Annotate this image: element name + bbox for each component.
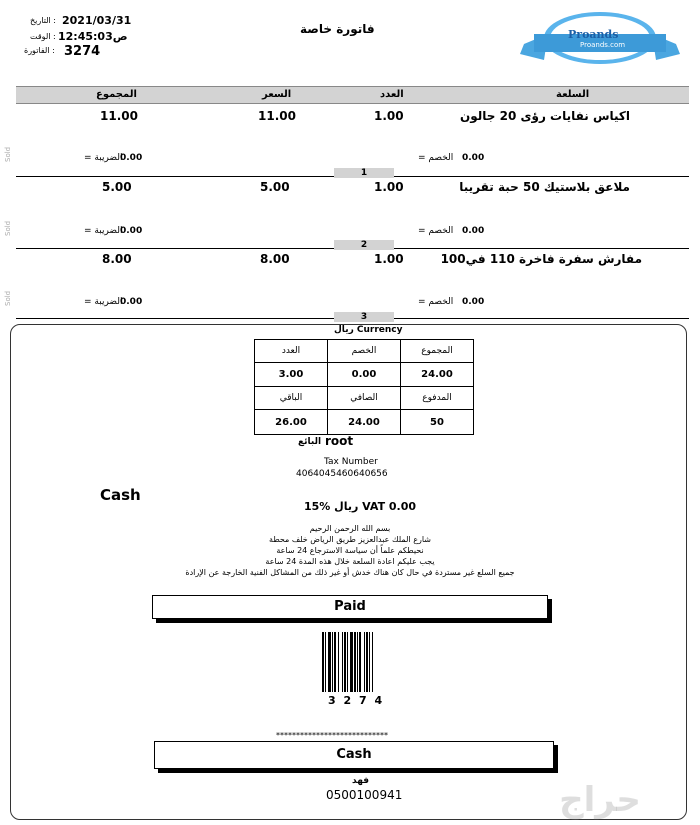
item-tax: 0.00 [120,297,143,307]
item-tax: 0.00 [120,153,143,163]
item-total: 8.00 [102,252,132,266]
summary-label: الخصم [328,340,401,363]
item-discount-label: = الخصم [418,297,454,307]
invoice-label: الفاتورة : [24,46,55,55]
item-qty: 1.00 [374,109,404,123]
barcode-bar [334,632,336,692]
summary-value: 0.00 [328,362,401,387]
barcode-digits: 3 2 7 4 [328,694,385,707]
date-label: التاريخ : [30,16,57,25]
summary-label: الباقي [255,387,328,410]
item-discount-label: = الخصم [418,226,454,236]
time-label: الوقت : [30,32,56,41]
summary-value: 50 [401,410,474,435]
stars-line: **************************** [276,731,388,740]
contact-name: فهد [352,776,370,786]
item-price: 11.00 [258,109,296,123]
barcode-bar [354,632,356,692]
barcode-bar [372,632,373,692]
barcode-bar [325,632,326,692]
item-tax: 0.00 [120,226,143,236]
summary-value: 24.00 [328,410,401,435]
note-line: بسم الله الرحمن الرحيم [309,524,391,533]
summary-label: المجموع [401,340,474,363]
tax-number: 4064045460640656 [296,469,388,479]
summary-table [254,339,474,435]
date-value: 2021/03/31 [62,14,132,27]
barcode-bar [364,632,365,692]
note-line: شارع الملك عبدالعزيز طريق الرياض خلف محطة [269,535,431,544]
payment-method: Cash [100,486,141,504]
item-tax-label: = الضريبة [84,226,123,236]
barcode-bar [344,632,346,692]
item-name: مفارش سفرة فاخرة 110 في100 [440,252,642,266]
summary-value: 3.00 [255,362,328,387]
item-tax-label: = الضريبة [84,297,123,307]
time-value: 12:45:03ص [58,30,128,43]
note-line: جميع السلع غير مستردة في حال كان هناك خدش أو غير ذلك من المشاكل الفنية الخارجة عن الإرادة [185,568,515,577]
barcode-bar [350,632,353,692]
barcode-bar [322,632,324,692]
item-tax-label: = الضريبة [84,153,123,163]
paid-label: Paid [334,599,366,614]
invoice-number: 3274 [64,44,101,59]
document-title: فاتورة خاصة [300,22,375,36]
barcode-bar [357,632,358,692]
summary-value: 24.00 [401,362,474,387]
col-header-price: السعر [262,89,292,100]
paid-banner [152,595,548,619]
summary-label: العدد [255,340,328,363]
barcode-bar [338,632,339,692]
item-discount: 0.00 [462,153,485,163]
logo-text: Proands [568,28,619,41]
item-index: 1 [334,168,394,178]
col-header-item: السلعة [556,89,590,100]
barcode-bar [359,632,361,692]
item-qty: 1.00 [374,180,404,194]
item-total: 5.00 [102,180,132,194]
cash-banner [154,741,554,769]
currency-label: ريال Currency [334,325,403,335]
item-total: 11.00 [100,109,138,123]
tax-number-label: Tax Number [324,457,378,467]
barcode-bar [332,632,333,692]
barcode-bar [366,632,368,692]
barcode-bar [369,632,370,692]
policy-notes [150,523,550,578]
col-header-total: المجموع [96,89,137,100]
vat-line: 15% ريال VAT 0.00 [304,500,417,513]
seller-label: البائع [298,437,322,447]
summary-value: 26.00 [255,410,328,435]
table-header [16,86,689,104]
cash-label: Cash [336,747,372,762]
item-index: 2 [334,240,394,250]
item-price: 8.00 [260,252,290,266]
logo-subtext: Proands.com [580,41,626,49]
barcode [320,632,410,694]
barcode-bar [328,632,331,692]
note-line: نحيطكم علماً أن سياسة الاسترجاع 24 ساعة [276,546,424,555]
item-discount: 0.00 [462,297,485,307]
item-price: 5.00 [260,180,290,194]
item-side-label: Sold [4,290,12,306]
item-side-label: Sold [4,220,12,236]
watermark: حراج [559,780,641,820]
item-name: اكياس نفايات رؤى 20 جالون [460,109,630,123]
note-line: يجب عليكم اعادة السلعة خلال هذه المدة 24 ساعة [265,557,435,566]
summary-label: الصافي [328,387,401,410]
col-header-qty: العدد [380,89,404,100]
seller-name: root [325,434,354,448]
item-discount: 0.00 [462,226,485,236]
contact-phone: 0500100941 [326,788,403,802]
item-qty: 1.00 [374,252,404,266]
item-index: 3 [334,312,394,322]
summary-label: المدفوع [401,387,474,410]
barcode-bar [342,632,343,692]
item-name: ملاعق بلاستيك 50 حبة تقريبا [459,180,630,194]
brand-logo [520,8,680,72]
item-discount-label: = الخصم [418,153,454,163]
barcode-bar [347,632,348,692]
item-side-label: Sold [4,146,12,162]
